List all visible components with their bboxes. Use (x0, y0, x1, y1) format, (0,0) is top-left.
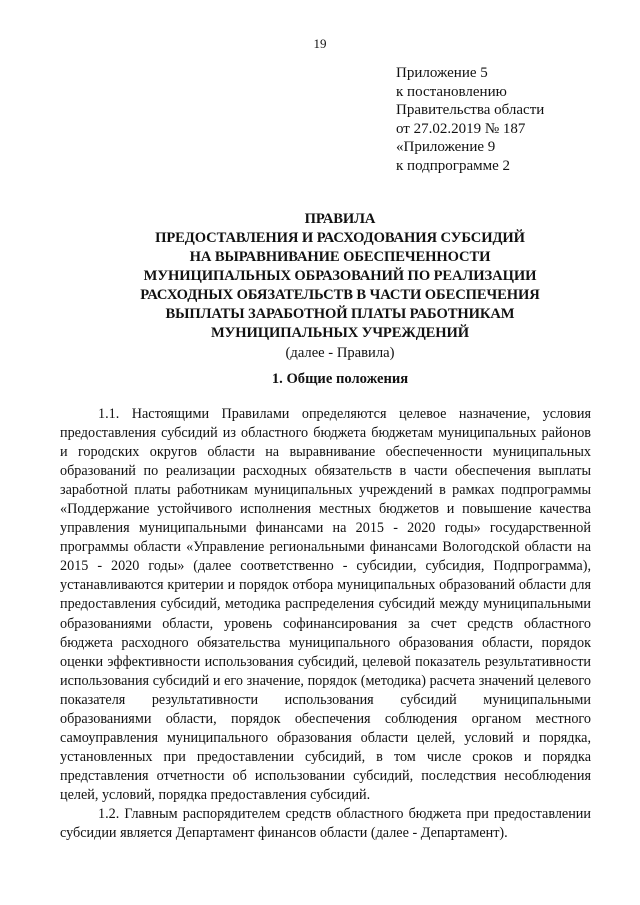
annex-block (396, 64, 626, 176)
section-heading: 1. Общие положения (271, 371, 409, 387)
page-number: 19 (313, 36, 327, 51)
title-line: ВЫПЛАТЫ ЗАРАБОТНОЙ ПЛАТЫ РАБОТНИКАМ (165, 306, 515, 322)
title-line: МУНИЦИПАЛЬНЫХ УЧРЕЖДЕНИЙ (210, 325, 470, 341)
title-line: НА ВЫРАВНИВАНИЕ ОБЕСПЕЧЕННОСТИ (189, 249, 491, 265)
paragraph: 1.2. Главным распорядителем средств областного бюджета при предоставлении субсидии является Департамент финансов области (далее - Департамент). (60, 805, 591, 842)
title-line: ПРАВИЛА (304, 211, 376, 227)
paragraph: 1.1. Настоящими Правилами определяются целевое назначение, условия предоставления субсидий из областного бюджета бюджетам муниципальных районов и городских округов области на выравнивание обеспеченности муниципальных образований по реализации расходных обязательств в части обеспечения выплаты заработной платы работникам муниципальных учреждений в рамках подпрограммы «Поддержание устойчивого исполнения местных бюджетов и повышение качества управления муниципальными финансами на 2015 - 2020 годы» государственной программы области «Управление региональными финансами Вологодской области на 2015 - 2020 годы» (далее соответственно - субсидии, субсидия, Подпрограмма), устанавливаются критерии и порядок отбора муниципальных образований области для предоставления субсидий, методика распределения субсидий между муниципальными образованиями области, уровень софинансирования за счет средств областного бюджета расходного обязательства муниципального образования области, порядок оценки эффективности использования субсидий, целевой показатель результативности использования субсидий и его значение, порядок (методика) расчета значений целевого показателя результативности использования субсидий муниципальными образованиями области, порядок обеспечения соблюдения органом местного самоуправления муниципального образования области целей, условий и порядка, установленных при предоставлении субсидий, в том числе сроков и порядка представления отчетности об использовании субсидий, последствия несоблюдения целей, условий, порядка предоставления субсидий. (60, 406, 591, 803)
title-subtitle: (далее - Правила) (285, 345, 395, 361)
annex-line: от 27.02.2019 № 187 (396, 120, 526, 137)
title-line: МУНИЦИПАЛЬНЫХ ОБРАЗОВАНИЙ ПО РЕАЛИЗАЦИИ (143, 268, 537, 284)
annex-line: к постановлению (396, 83, 507, 100)
annex-line: Правительства области (396, 102, 545, 119)
title-line: ПРЕДОСТАВЛЕНИЯ И РАСХОДОВАНИЯ СУБСИДИЙ (155, 230, 525, 246)
annex-line: «Приложение 9 (396, 139, 496, 156)
title-line: РАСХОДНЫХ ОБЯЗАТЕЛЬСТВ В ЧАСТИ ОБЕСПЕЧЕНИЯ (140, 287, 540, 303)
annex-line: Приложение 5 (396, 65, 488, 81)
annex-line: к подпрограмме 2 (396, 157, 510, 174)
section-body (60, 405, 591, 843)
document-title (60, 210, 620, 363)
